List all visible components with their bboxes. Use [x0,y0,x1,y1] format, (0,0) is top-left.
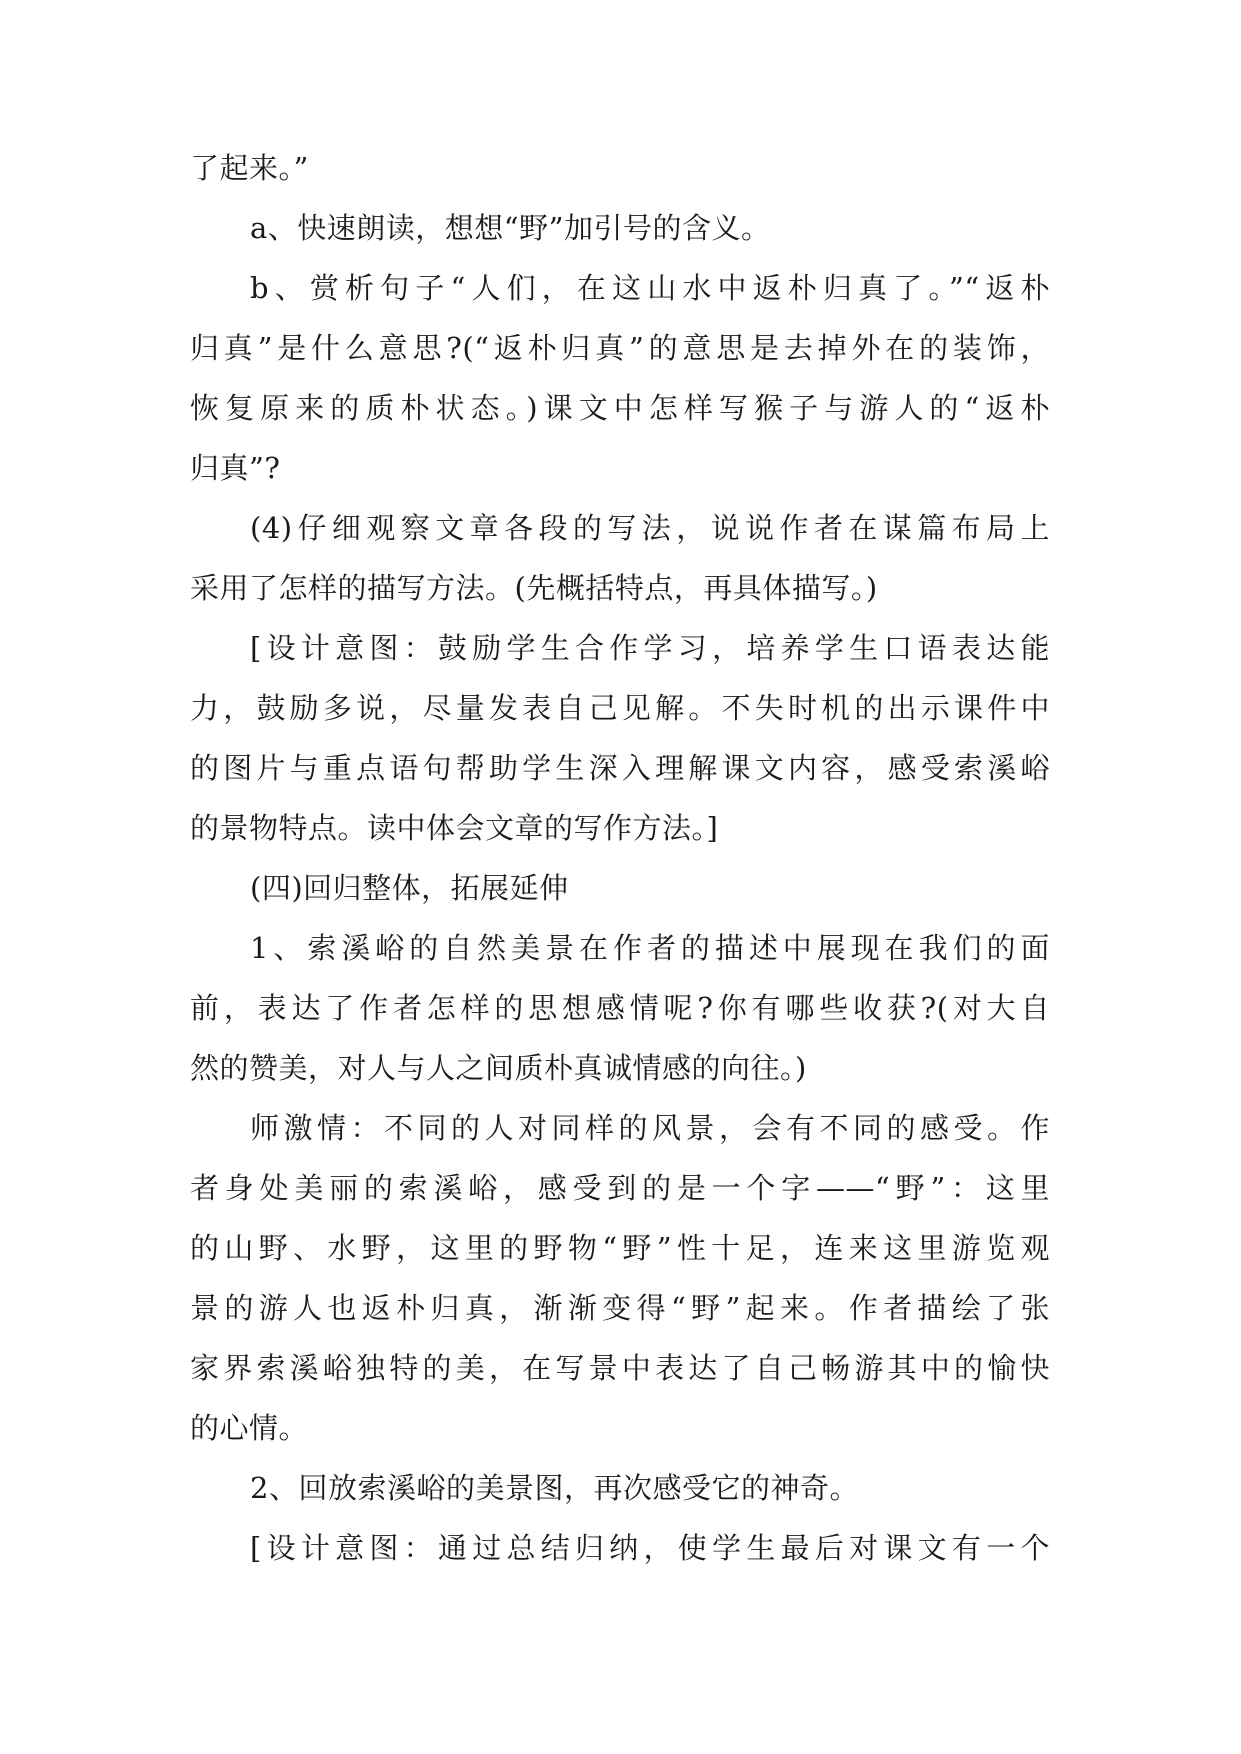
text-line: 力，鼓励多说，尽量发表自己见解。不失时机的出示课件中 [190,691,1050,725]
text-line: 前，表达了作者怎样的思想感情呢?你有哪些收获?(对大自 [190,991,1050,1025]
text-line: 归真”是什么意思?(“返朴归真”的意思是去掉外在的装饰， [190,331,1050,365]
text-line: 恢复原来的质朴状态。)课文中怎样写猴子与游人的“返朴 [190,391,1050,425]
text-line: (4)仔细观察文章各段的写法，说说作者在谋篇布局上 [250,511,1050,545]
section-heading: (四)回归整体，拓展延伸 [250,871,569,905]
text-line: 2、回放索溪峪的美景图，再次感受它的神奇。 [250,1471,859,1505]
text-line: b、赏析句子“人们，在这山水中返朴归真了。”“返朴 [250,271,1050,305]
text-line: [设计意图：通过总结归纳，使学生最后对课文有一个 [250,1531,1050,1565]
text-line: 归真”? [190,451,281,485]
text-line: 然的赞美，对人与人之间质朴真诚情感的向往。) [190,1051,807,1085]
text-line: 了起来。” [190,151,309,185]
text-line: 者身处美丽的索溪峪，感受到的是一个字——“野”：这里 [190,1171,1050,1205]
text-line: 的山野、水野，这里的野物“野”性十足，连来这里游览观 [190,1231,1050,1265]
text-line: a、快速朗读，想想“野”加引号的含义。 [250,211,771,245]
text-line: [设计意图：鼓励学生合作学习，培养学生口语表达能 [250,631,1050,665]
text-line: 家界索溪峪独特的美，在写景中表达了自己畅游其中的愉快 [190,1351,1050,1385]
text-line: 的景物特点。读中体会文章的写作方法。] [190,811,719,845]
text-line: 采用了怎样的描写方法。(先概括特点，再具体描写。) [190,571,878,605]
text-line: 1、索溪峪的自然美景在作者的描述中展现在我们的面 [250,931,1050,965]
text-line: 的心情。 [190,1411,309,1445]
text-line: 的图片与重点语句帮助学生深入理解课文内容，感受索溪峪 [190,751,1050,785]
text-line: 师激情：不同的人对同样的风景，会有不同的感受。作 [250,1111,1050,1145]
text-line: 景的游人也返朴归真，渐渐变得“野”起来。作者描绘了张 [190,1291,1050,1325]
